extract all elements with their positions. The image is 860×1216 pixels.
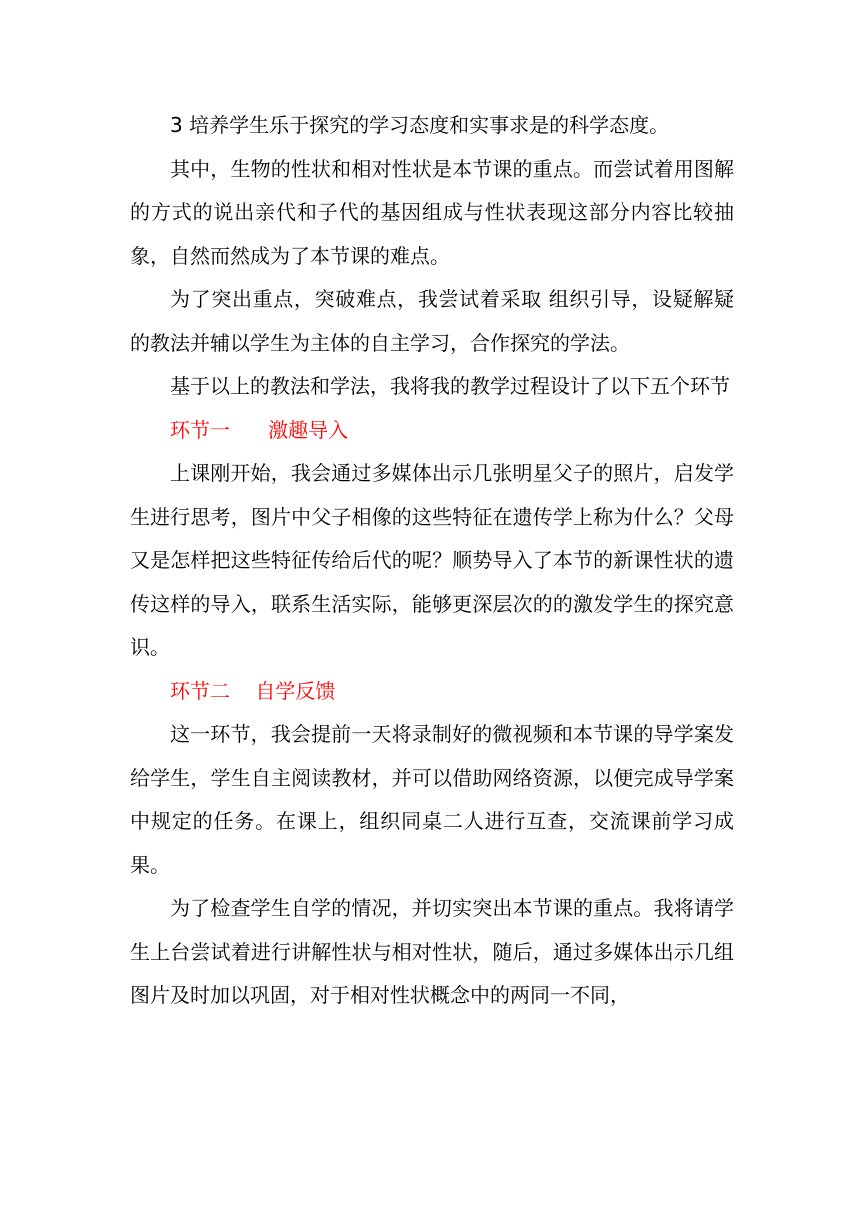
paragraph-section-2-body-2: 为了检查学生自学的情况，并切实突出本节课的重点。我将请学生上台尝试着进行讲解性状与相对性状，随后，通过多媒体出示几组图片及时加以巩固，对于相对性状概念中的两同一不同，	[130, 896, 734, 1007]
paragraph-teaching-methods: 为了突出重点，突破难点，我尝试着采取 组织引导，设疑解疑的教法并辅以学生为主体的自主学习，合作探究的学法。	[130, 287, 734, 355]
document-page	[130, 104, 734, 1018]
paragraph-process-intro: 基于以上的教法和学法，我将我的教学过程设计了以下五个环节	[170, 374, 730, 398]
section-heading-1: 环节一 激趣导入	[170, 417, 349, 442]
paragraph-section-1-body: 上课刚开始，我会通过多媒体出示几张明星父子的照片，启发学生进行思考，图片中父子相像的这些特征在遗传学上称为什么？父母又是怎样把这些特征传给后代的呢？顺势导入了本节的新课性状的遗传这样的导入，联系生活实际，能够更深层次的的激发学生的探究意识。	[130, 461, 734, 659]
paragraph-goal-3: 3 培养学生乐于探究的学习态度和实事求是的科学态度。	[170, 113, 670, 137]
section-heading-2: 环节二 自学反馈	[170, 678, 336, 703]
paragraph-key-points: 其中，生物的性状和相对性状是本节课的重点。而尝试着用图解的方式的说出亲代和子代的基因组成与性状表现这部分内容比较抽象，自然而然成为了本节课的难点。	[130, 156, 734, 268]
paragraph-section-2-body-1: 这一环节，我会提前一天将录制好的微视频和本节课的导学案发给学生，学生自主阅读教材，并可以借助网络资源，以便完成导学案中规定的任务。在课上，组织同桌二人进行互查，交流课前学习成果。	[130, 722, 734, 877]
